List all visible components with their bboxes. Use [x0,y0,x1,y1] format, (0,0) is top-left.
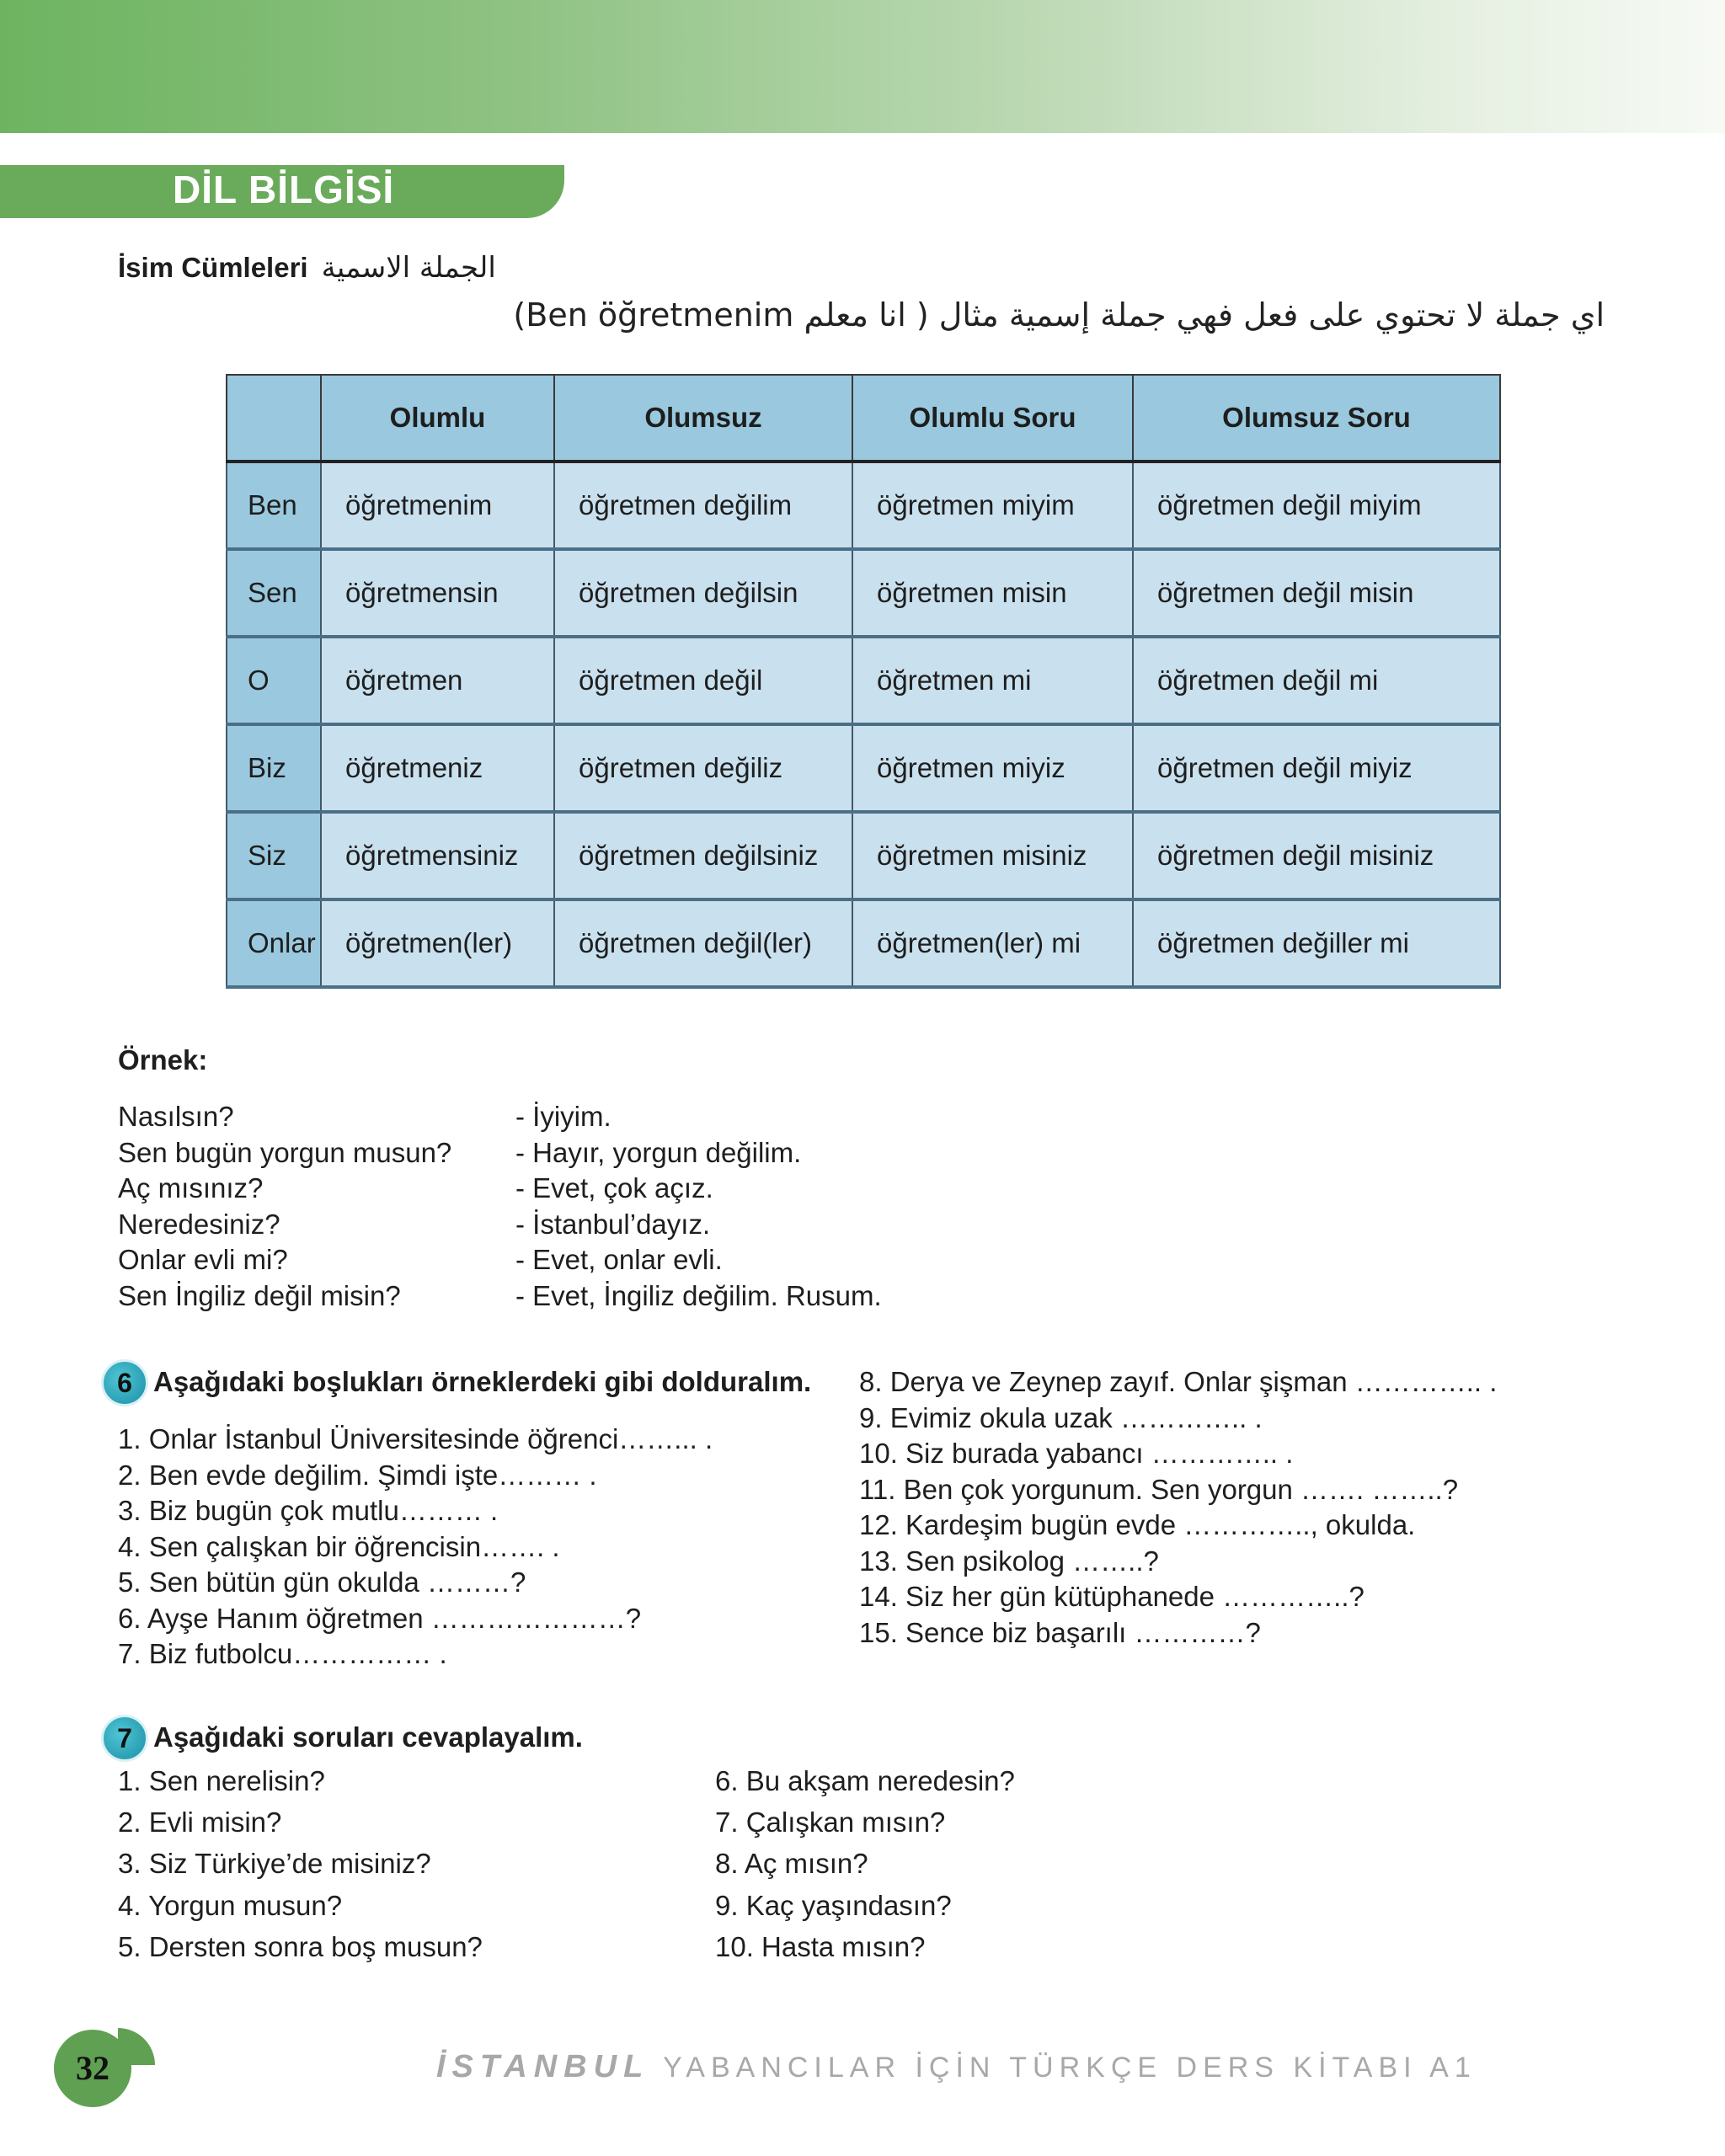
example-question: Neredesiniz? [118,1208,280,1240]
subtitle-turkish: İsim Cümleleri [118,252,308,283]
list-item: 2. Ben evde değilim. Şimdi işte……… . [118,1459,597,1491]
list-item: 6. Bu akşam neredesin? [715,1765,1015,1796]
table-header-cell: Olumsuz Soru [1133,375,1500,462]
list-item: 3. Siz Türkiye’de misiniz? [118,1848,431,1880]
list-item: 15. Sence biz başarılı …………? [859,1616,1261,1648]
list-item: 11. Ben çok yorgunum. Sen yorgun ……. ……..? [859,1473,1459,1505]
section-title: DİL BİLGİSİ [173,168,395,211]
table-row [227,899,1500,987]
example-question: Aç mısınız? [118,1172,264,1204]
list-item: 14. Siz her gün kütüphanede …………..? [859,1581,1365,1612]
table-header-row [227,375,1500,462]
subtitle-arabic: الجملة الاسمية [321,251,496,285]
table-header-cell: Olumlu Soru [852,375,1133,462]
list-item: 10. Hasta mısın? [715,1930,926,1962]
table-cell: öğretmen(ler) [321,899,554,987]
table-cell: öğretmen değilsiniz [554,812,852,899]
table-row [227,549,1500,637]
footer-book-title: YABANCILAR İÇİN TÜRKÇE DERS KİTABI A1 [663,2052,1477,2084]
table-cell: öğretmen miyiz [852,724,1133,812]
pronoun-cell: Siz [227,812,321,899]
table-row [227,812,1500,899]
list-item: 7. Biz futbolcu…………… . [118,1638,447,1669]
table-cell: öğretmen mi [852,637,1133,724]
table-cell: öğretmen misiniz [852,812,1133,899]
table-cell: öğretmen değil miyiz [1133,724,1500,812]
list-item: 1. Onlar İstanbul Üniversitesinde öğrenci……... . [118,1423,713,1454]
table-cell: öğretmen değil(ler) [554,899,852,987]
page-number: 32 [54,2030,131,2107]
table-header-cell [227,375,321,462]
table-cell: öğretmen misin [852,549,1133,637]
exercise-7-badge: 7 [101,1715,148,1762]
table-cell: öğretmeniz [321,724,554,812]
table-cell: öğretmen değiller mi [1133,899,1500,987]
list-item: 4. Sen çalışkan bir öğrencisin……. . [118,1530,560,1562]
pronoun-cell: Onlar [227,899,321,987]
list-item: 3. Biz bugün çok mutlu……… . [118,1495,499,1526]
table-header-cell: Olumlu [321,375,554,462]
example-question: Onlar evli mi? [118,1244,288,1276]
list-item: 13. Sen psikolog ……..? [859,1545,1159,1577]
example-answer: - İyiyim. [515,1101,611,1132]
table-cell: öğretmenim [321,462,554,549]
conjugation-table [226,374,1501,989]
top-decorative-band [0,0,1725,133]
table-cell: öğretmensiniz [321,812,554,899]
table-cell: öğretmen değilsin [554,549,852,637]
example-answer: - Evet, İngiliz değilim. Rusum. [515,1279,882,1311]
table-cell: öğretmen değil miyim [1133,462,1500,549]
example-answer: - Hayır, yorgun değilim. [515,1136,802,1168]
example-question: Sen İngiliz değil misin? [118,1279,401,1311]
list-item: 2. Evli misin? [118,1806,282,1838]
example-answer: - Evet, onlar evli. [515,1244,723,1276]
exercise-7-left-list [118,1760,483,1967]
table-cell: öğretmen miyim [852,462,1133,549]
list-item: 7. Çalışkan mısın? [715,1806,946,1838]
example-answers [515,1099,882,1315]
list-item: 12. Kardeşim bugün evde ………….., okulda. [859,1509,1416,1540]
table-cell: öğretmensin [321,549,554,637]
exercise-7-right-list [715,1760,1015,1967]
list-item: 10. Siz burada yabancı ………….. . [859,1438,1294,1469]
table-cell: öğretmen değil [554,637,852,724]
pronoun-cell: Ben [227,462,321,549]
table-row [227,724,1500,812]
exercise-6-left-list [118,1422,713,1673]
lesson-subtitle [118,251,496,285]
table-cell: öğretmen [321,637,554,724]
table-row [227,637,1500,724]
section-tab [0,165,564,218]
pronoun-cell: Sen [227,549,321,637]
list-item: 5. Dersten sonra boş musun? [118,1930,483,1962]
table-cell: öğretmen değil mi [1133,637,1500,724]
list-item: 9. Kaç yaşındasın? [715,1889,952,1921]
table-header-cell: Olumsuz [554,375,852,462]
exercise-6-right-list [859,1364,1497,1651]
book-footer [436,2049,1477,2085]
exercise-7-heading: Aşağıdaki soruları cevaplayalım. [153,1721,583,1753]
footer-brand: İSTANBUL [436,2049,650,2084]
example-answer: - Evet, çok açız. [515,1172,713,1204]
list-item: 5. Sen bütün gün okulda ………? [118,1566,526,1598]
list-item: 9. Evimiz okula uzak ………….. . [859,1401,1263,1433]
pronoun-cell: Biz [227,724,321,812]
example-questions [118,1099,451,1315]
exercise-6-badge: 6 [101,1359,148,1406]
exercise-6-heading: Aşağıdaki boşlukları örneklerdeki gibi dolduralım. [153,1366,812,1397]
table-cell: öğretmen değiliz [554,724,852,812]
arabic-explanation: اي جملة لا تحتوي على فعل فهي جملة إسمية مثال ( انا معلم Ben öğretmenim) [513,296,1605,334]
list-item: 1. Sen nerelisin? [118,1765,325,1796]
table-cell: öğretmen(ler) mi [852,899,1133,987]
list-item: 4. Yorgun musun? [118,1889,343,1921]
example-answer: - İstanbul’dayız. [515,1208,711,1240]
list-item: 8. Derya ve Zeynep zayıf. Onlar şişman ………….. . [859,1366,1498,1397]
example-title: Örnek: [118,1044,208,1075]
example-question: Nasılsın? [118,1101,234,1132]
list-item: 8. Aç mısın? [715,1848,868,1880]
pronoun-cell: O [227,637,321,724]
example-question: Sen bugün yorgun musun? [118,1136,452,1168]
table-cell: öğretmen değil misiniz [1133,812,1500,899]
table-cell: öğretmen değilim [554,462,852,549]
table-row [227,462,1500,549]
list-item: 6. Ayşe Hanım öğretmen …………………? [118,1602,642,1634]
table-cell: öğretmen değil misin [1133,549,1500,637]
